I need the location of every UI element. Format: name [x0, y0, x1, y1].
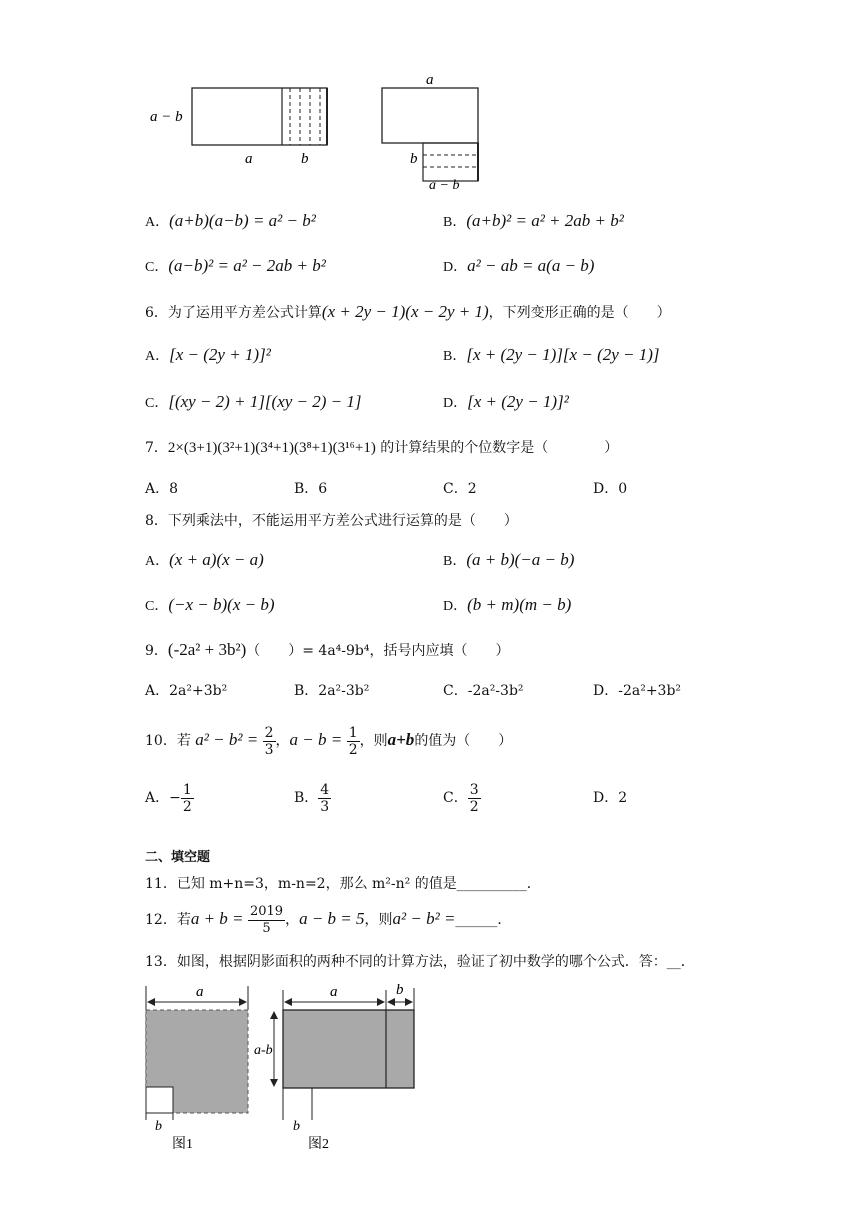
q8-option-a: A．(x + a)(x − a): [145, 550, 264, 569]
svg-text:a − b: a − b: [429, 178, 460, 193]
left-rect: [192, 88, 327, 145]
q5-option-b: B．(a+b)² = a² + 2ab + b²: [443, 211, 624, 230]
q6-option-a: A．[x − (2y + 1)]²: [145, 345, 271, 364]
svg-text:b: b: [410, 151, 418, 167]
q8-option-b: B．(a + b)(−a − b): [443, 550, 575, 569]
fig1-caption: 图1: [172, 1137, 193, 1152]
q12: 12．若a + b = $\frac{2019}{5}$ ，a − b = 5，则a² − b² =______．: [145, 903, 512, 936]
q9-stem: 9．(-2a² + 3b²)（ ）= 4a⁴-9b⁴，括号内应填（ ）: [145, 640, 510, 659]
svg-text:b: b: [293, 1119, 300, 1134]
q10-option-a: A．− $\frac{1}{2}$: [145, 781, 192, 815]
top-figure: [140, 70, 500, 195]
q10-stem: 10．若 a² − b² = $\frac{2}{3}$ ，a − b = $\frac{1}{2}$ ，则a+b的值为（ ）: [145, 724, 513, 758]
q11: 11．已知 m+n=3，m-n=2，那么 m²-n² 的值是__________．: [145, 876, 541, 892]
q6-option-b: B．[x + (2y − 1)][x − (2y − 1)]: [443, 345, 660, 364]
svg-text:a-b: a-b: [254, 1043, 273, 1058]
q10-option-c: C． $\frac{3}{2}$: [443, 781, 479, 815]
svg-text:a: a: [426, 72, 434, 88]
q6-option-c: C．[(xy − 2) + 1][(xy − 2) − 1]: [145, 392, 362, 411]
svg-text:a: a: [196, 984, 204, 1000]
q8-option-c: C．(−x − b)(x − b): [145, 595, 275, 614]
q6-stem: 6．为了运用平方差公式计算(x + 2y − 1)(x − 2y + 1)，下列变形正确的是（ ）: [145, 302, 671, 321]
svg-text:b: b: [301, 151, 309, 167]
q9-option-d: D．-2a²+3b²: [593, 683, 682, 699]
svg-text:a: a: [330, 984, 338, 1000]
fig2-caption: 图2: [308, 1137, 329, 1152]
left-side-label: a − b: [150, 109, 183, 125]
svg-text:b: b: [155, 1119, 162, 1134]
q9-option-b: B．2a²-3b²: [294, 683, 370, 699]
q5-option-d: D．a² − ab = a(a − b): [443, 256, 595, 275]
q7-option-a: A．8: [145, 481, 179, 497]
section-heading: 二、填空题: [145, 850, 211, 865]
q9-option-c: C．-2a²-3b²: [443, 683, 524, 699]
q8-option-d: D．(b + m)(m − b): [443, 595, 572, 614]
q10-option-b: B． $\frac{4}{3}$: [294, 781, 330, 815]
q13: 13．如图，根据阴影面积的两种不同的计算方法，验证了初中数学的哪个公式．答：__．: [145, 954, 695, 970]
bottom-figure: [140, 980, 440, 1155]
q8-stem: 8．下列乘法中，不能运用平方差公式进行运算的是（ ）: [145, 513, 518, 529]
svg-text:a: a: [245, 151, 253, 167]
q7-stem: 7．2×(3+1)(3²+1)(3⁴+1)(3⁸+1)(3¹⁶+1) 的计算结果的个位数字是（ ）: [145, 440, 619, 456]
q10-option-d: D．2: [593, 790, 628, 806]
right-rect: [382, 88, 478, 143]
q7-option-b: B．6: [294, 481, 328, 497]
q9-option-a: A．2a²+3b²: [145, 683, 228, 699]
svg-text:b: b: [396, 982, 404, 998]
q6-option-d: D．[x + (2y − 1)]²: [443, 392, 569, 411]
q7-option-d: D．0: [593, 481, 628, 497]
q5-option-a: A．(a+b)(a−b) = a² − b²: [145, 211, 316, 230]
q5-option-c: C．(a−b)² = a² − 2ab + b²: [145, 256, 326, 275]
q7-option-c: C．2: [443, 481, 477, 497]
